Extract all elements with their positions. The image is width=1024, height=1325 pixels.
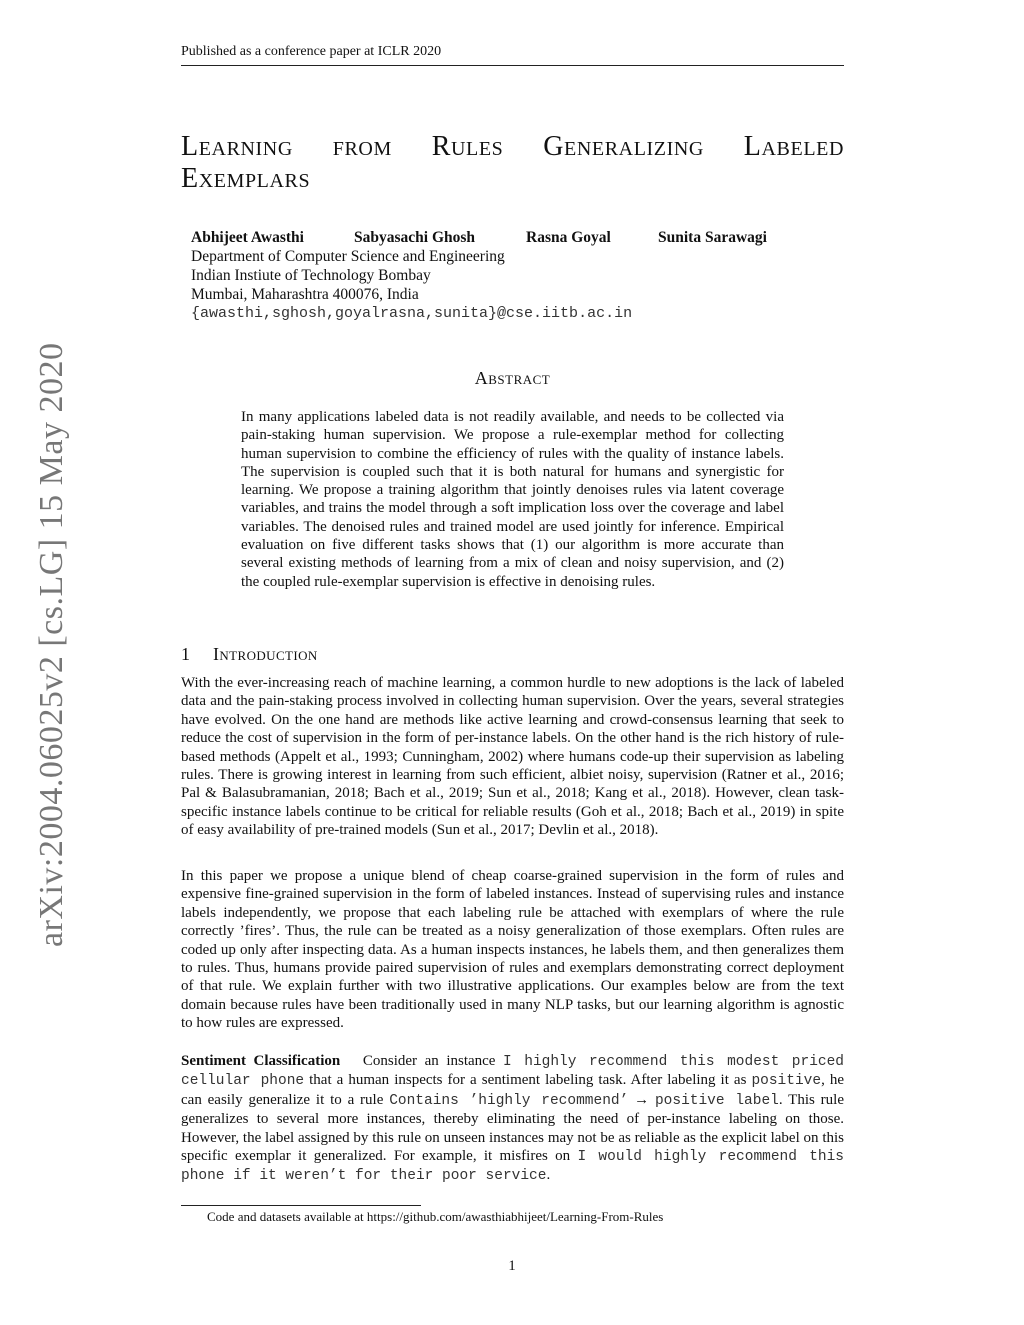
arrow-symbol: →	[634, 1091, 650, 1108]
section-title: Introduction	[213, 644, 318, 664]
abstract-heading: Abstract	[474, 368, 551, 388]
section-number: 1	[181, 644, 191, 664]
affiliation-line: Department of Computer Science and Engineering	[191, 248, 505, 265]
arxiv-stamp: arXiv:2004.06025v2 [cs.LG] 15 May 2020	[33, 342, 70, 947]
footnote[interactable]: Code and datasets available at https://github.com/awasthiabhijeet/Learning-From-Rules	[207, 1209, 664, 1224]
author-name: Rasna Goyal	[526, 229, 611, 246]
author-email[interactable]: {awasthi,sghosh,goyalrasna,sunita}@cse.iitb.ac.in	[191, 305, 633, 322]
running-header: Published as a conference paper at ICLR 2020	[181, 44, 844, 66]
intro-paragraph-1: With the ever-increasing reach of machine learning, a common hurdle to new adoptions is the lack of labeled data and the pain-staking process involved in collecting human supervision. Over the years, several strategies have evolved. On the one hand are methods like active learning and crowd-consensus learning that seek to reduce the cost of supervision in the form of per-instance labels. On the other hand is the rich history of rule-based methods (Appelt et al., 1993; Cunningham, 2002) where humans code-up their supervision as labeling rules. There is growing interest in learning from such efficient, albiet noisy, supervision (Ratner et al., 2016; Pal & Balasubramanian, 2018; Bach et al., 2019; Sun et al., 2018; Kang et al., 2018). However, clean task-specific instance labels continue to be critical for reliable results (Goh et al., 2018; Bach et al., 2019) in spite of easy availability of pre-trained models (Sun et al., 2017; Devlin et al., 2018).	[181, 675, 844, 839]
author-name: Abhijeet Awasthi	[191, 229, 304, 246]
section-heading	[181, 644, 318, 665]
affiliation-line: Mumbai, Maharashtra 400076, India	[191, 286, 419, 303]
page-number: 1	[508, 1258, 516, 1274]
author-name: Sunita Sarawagi	[658, 229, 767, 246]
paper-title: Learning from Rules Generalizing Labeled Exemplars	[181, 131, 844, 194]
abstract-text: In many applications labeled data is not readily available, and needs to be collected via pain-staking human supervision. We propose a rule-exemplar method for collecting human supervision to combine the efficiency of rules with the quality of instance labels. The supervision is coupled such that it is both natural for humans and synergistic for learning. We propose a training algorithm that jointly denoises rules via latent coverage variables, and trains the model through a soft implication loss over the coverage and label variables. The denoised rules and trained model are used jointly for inference. Empirical evaluation on five different tasks shows that (1) our algorithm is more accurate than several existing methods of learning from a mix of clean and noisy supervision, and (2) the coupled rule-exemplar supervision is effective in denoising rules.	[241, 409, 784, 590]
text-run: that a human inspects for a sentiment labeling task. After labeling it as	[309, 1072, 747, 1089]
author-name: Sabyasachi Ghosh	[354, 229, 476, 246]
sentiment-heading: Sentiment Classification	[181, 1053, 341, 1069]
author-block	[191, 228, 831, 323]
affiliation-line: Indian Instiute of Technology Bombay	[191, 267, 431, 284]
text-run: Consider an instance	[362, 1053, 496, 1069]
text-run: .	[546, 1167, 551, 1184]
code-label: positive	[751, 1073, 822, 1090]
sentiment-paragraph	[181, 1052, 844, 1186]
code-example: I would highly recommend this phone if it weren’t for their poor service	[181, 1149, 845, 1185]
code-example: I highly recommend this modest priced cellular phone	[181, 1054, 845, 1090]
code-rule: Contains ’highly recommend’	[389, 1092, 629, 1109]
text-run: . This rule generalizes to several more instances, thereby eliminating the need of per-instance labeling on those. However, the label assigned by this rule on unseen instances may not be as reliable as the explicit label on this specific exemplar it generalized. For example, it misfires on	[181, 1091, 844, 1165]
footnote-divider	[181, 1205, 421, 1206]
intro-paragraph-2: In this paper we propose a unique blend of cheap coarse-grained supervision in the form of rules and expensive fine-grained supervision in the form of labeled instances. Instead of supervising rules and instance labels independently, we propose that each labeling rule be attached with exemplars of where the rule correctly ’fires’. Thus, the rule can be treated as a noisy generalization of those exemplars. Often rules are coded up only after inspecting data. As a human inspects instances, he labels them, and then generalizes them to rules. Thus, humans provide paired supervision of rules and exemplars demonstrating correct deployment of that rule. We explain further with two illustrative applications. Our examples below are from the text domain because rules have been traditionally used in many NLP tasks, but our learning algorithm is agnostic to how rules are expressed.	[181, 868, 844, 1032]
text-run: , he can easily generalize it to a rule	[181, 1072, 844, 1108]
code-label: positive label	[654, 1092, 779, 1109]
author-names	[191, 228, 831, 247]
